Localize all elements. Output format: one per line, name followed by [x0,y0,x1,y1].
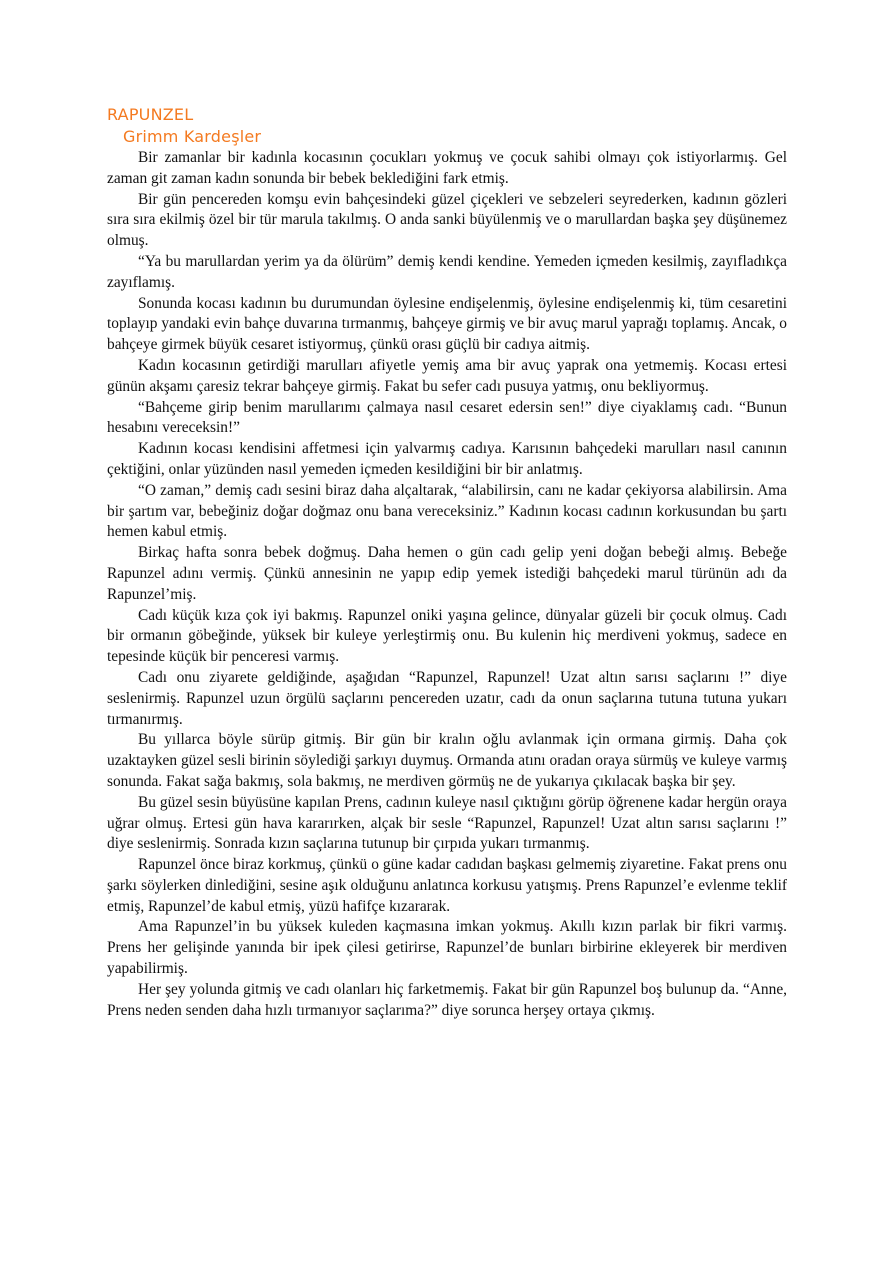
story-paragraph: Kadının kocası kendisini affetmesi için yalvarmış cadıya. Karısının bahçedeki marulları nasıl canının çektiğini, onlar yüzünden nasıl yemeden içmeden kesildiğini bir bir anlatmış. [107,440,787,478]
story-paragraph: Bir gün pencereden komşu evin bahçesindeki güzel çiçekleri ve sebzeleri seyrederken, kadının gözleri sıra sıra ekilmiş özel bir tür marula takılmış. O anda sanki büyülenmiş ve o marullardan başka şey düşünemez olmuş. [107,190,787,250]
story-paragraph: Bu yıllarca böyle sürüp gitmiş. Bir gün bir kralın oğlu avlanmak için ormana girmiş. Daha çok uzaktayken güzel sesli birinin söylediği şarkıyı duymuş. Ormanda atını oradan oraya sürmüş ve kuleye varmış sonunda. Fakat sağa bakmış, sola bakmış, ne merdiven görmüş ne de yukarıya çıkılacak başka bir şey. [107,731,787,790]
story-paragraph: Ama Rapunzel’in bu yüksek kuleden kaçmasına imkan yokmuş. Akıllı kızın parlak bir fikri varmış. Prens her gelişinde yanında bir ipek çilesi getirirse, Rapunzel’de bunları birbirine ekleyerek bir merdiven yapabilirmiş. [107,918,787,978]
story-paragraph: Sonunda kocası kadının bu durumundan öylesine endişelenmiş, öylesine endişelenmiş ki, tüm cesaretini toplayıp yandaki evin bahçe duvarına tırmanmış, bahçeye girmiş ve bir avuç marul yaprağı toplamış. Ancak, o bahçeye girmek büyük cesaret istiyormuş, çünkü orası güçlü bir cadıya aitmiş. [107,294,787,354]
story-paragraph: Kadın kocasının getirdiği marulları afiyetle yemiş ama bir avuç yaprak ona yetmemiş. Kocası ertesi günün akşamı çaresiz tekrar bahçeye girmiş. Fakat bu sefer cadı pusuya yatmış, onu bekliyormuş. [107,356,787,395]
story-paragraph: Her şey yolunda gitmiş ve cadı olanları hiç farketmemiş. Fakat bir gün Rapunzel boş bulunup da. “Anne, Prens neden senden daha hızlı tırmanıyor saçlarıma?” diye sorunca herşey ortaya çıkmış. [107,980,787,1019]
story-paragraph: “Ya bu marullardan yerim ya da ölürüm” demiş kendi kendine. Yemeden içmeden kesilmiş, zayıfladıkça zayıflamış. [107,252,787,291]
story-paragraph: Cadı küçük kıza çok iyi bakmış. Rapunzel oniki yaşına gelince, dünyalar güzeli bir çocuk olmuş. Cadı bir ormanın göbeğinde, yüksek bir kuleye yerleştirmiş onu. Bu kulenin hiç merdiveni yokmuş, sadece en tepesinde küçük bir penceresi varmış. [107,606,787,666]
story-paragraph: Bu güzel sesin büyüsüne kapılan Prens, cadının kuleye nasıl çıktığını görüp öğrenene kadar hergün oraya uğrar olmuş. Ertesi gün hava kararırken, alçak bir sesle “Rapunzel, Rapunzel! Uzat altın sarısı saçlarını !” diye seslenirmiş. Sonrada kızın saçlarına tutunup bir çırpıda yukarı tırmanmış. [107,793,787,853]
story-paragraph: Cadı onu ziyarete geldiğinde, aşağıdan “Rapunzel, Rapunzel! Uzat altın sarısı saçlarını !” diye seslenirmiş. Rapunzel uzun örgülü saçlarını pencereden uzatır, cadı da onun saçlarına tutuna tutuna yukarı tırmanırmış. [107,668,787,728]
story-paragraph: Bir zamanlar bir kadınla kocasının çocukları yokmuş ve çocuk sahibi olmayı çok istiyorlarmış. Gel zaman git zaman kadın sonunda bir bebek beklediğini fark etmiş. [107,149,787,187]
story-paragraph: Rapunzel önce biraz korkmuş, çünkü o güne kadar cadıdan başkası gelmemiş ziyaretine. Fakat prens onu şarkı söylerken dinlediğini, sesine aşık olduğunu anlatınca korkusu yatışmış. Prens Rapunzel’e evlenme teklif etmiş, Rapunzel’de kabul etmiş, yüzü hafifçe kızararak. [107,856,787,915]
document-title: RAPUNZEL [107,105,194,124]
document-subtitle: Grimm Kardeşler [123,127,262,146]
document-page [107,104,787,1021]
story-paragraph: “Bahçeme girip benim marullarımı çalmaya nasıl cesaret edersin sen!” diye ciyaklamış cadı. “Bunun hesabını vereceksin!” [107,398,787,437]
story-paragraph: “O zaman,” demiş cadı sesini biraz daha alçaltarak, “alabilirsin, canı ne kadar çekiyorsa alabilirsin. Ama bir şartım var, bebeğiniz doğar doğmaz onu bana vereceksiniz.” Kadının kocası cadının korkusundan bu şartı hemen kabul etmiş. [107,481,787,541]
story-body [107,148,787,1021]
story-paragraph: Birkaç hafta sonra bebek doğmuş. Daha hemen o gün cadı gelip yeni doğan bebeği almış. Bebeğe Rapunzel adını vermiş. Çünkü annesinin ne yapıp edip yemek istediği bahçedeki marul türünün adı da Rapunzel’miş. [107,544,787,603]
